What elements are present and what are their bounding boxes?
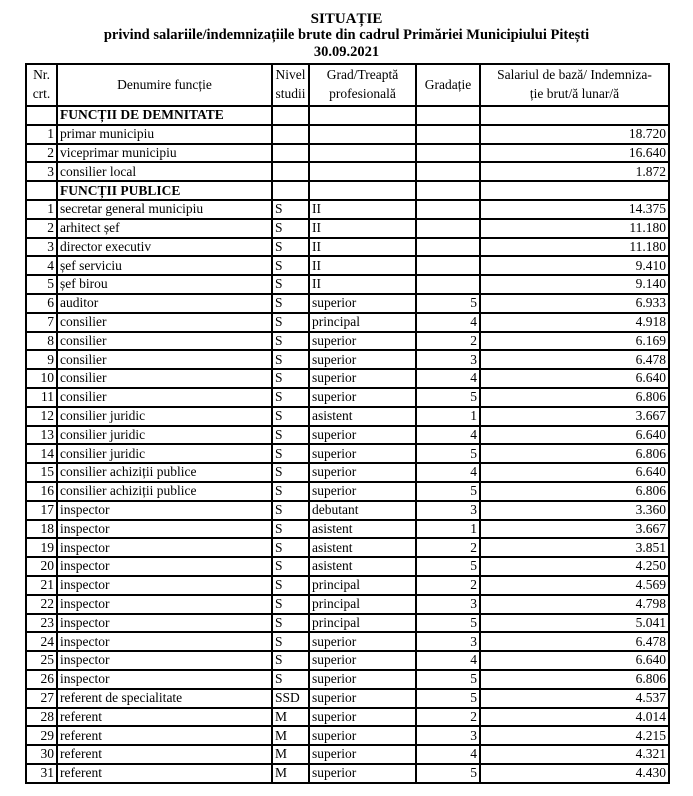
table-body — [26, 106, 669, 783]
row-number-cell: 17 — [26, 501, 57, 520]
salary-cell: 11.180 — [480, 219, 669, 238]
table-row — [26, 144, 669, 163]
function-name-cell: secretar general municipiu — [57, 200, 272, 219]
gradation-cell: 2 — [416, 708, 480, 727]
professional-grade-cell: superior — [309, 482, 416, 501]
gradation-cell: 2 — [416, 576, 480, 595]
salary-cell: 4.014 — [480, 708, 669, 727]
professional-grade-cell: II — [309, 256, 416, 275]
professional-grade-cell: superior — [309, 708, 416, 727]
function-name-cell: consilier — [57, 388, 272, 407]
table-row — [26, 238, 669, 257]
professional-grade-cell: superior — [309, 670, 416, 689]
function-name-cell: auditor — [57, 294, 272, 313]
salary-cell: 6.640 — [480, 463, 669, 482]
education-level-cell: M — [272, 745, 309, 764]
table-row — [26, 426, 669, 445]
function-name-cell: inspector — [57, 670, 272, 689]
salary-cell: 4.798 — [480, 595, 669, 614]
education-level-cell — [272, 162, 309, 181]
professional-grade-cell: principal — [309, 595, 416, 614]
education-level-cell: S — [272, 538, 309, 557]
professional-grade-cell: superior — [309, 726, 416, 745]
salary-cell: 14.375 — [480, 200, 669, 219]
gradation-cell — [416, 144, 480, 163]
salary-cell: 5.041 — [480, 614, 669, 633]
row-number-cell — [26, 181, 57, 200]
salary-cell: 6.806 — [480, 482, 669, 501]
function-name-cell: inspector — [57, 501, 272, 520]
function-name-cell: consilier — [57, 369, 272, 388]
education-level-cell: S — [272, 520, 309, 539]
function-name-cell: consilier juridic — [57, 407, 272, 426]
salary-cell: 4.430 — [480, 764, 669, 783]
salary-cell: 6.806 — [480, 670, 669, 689]
education-level-cell — [272, 144, 309, 163]
professional-grade-cell — [309, 181, 416, 200]
professional-grade-cell — [309, 125, 416, 144]
document-title: SITUAȚIE — [310, 11, 383, 27]
function-name-cell: primar municipiu — [57, 125, 272, 144]
section-row — [26, 181, 669, 200]
function-name-cell: consilier local — [57, 162, 272, 181]
professional-grade-cell: superior — [309, 651, 416, 670]
function-name-cell: inspector — [57, 632, 272, 651]
education-level-cell: M — [272, 764, 309, 783]
row-number-cell: 16 — [26, 482, 57, 501]
col-header-nr: Nr. crt. — [26, 64, 57, 106]
professional-grade-cell: superior — [309, 463, 416, 482]
table-row — [26, 482, 669, 501]
salary-cell: 6.640 — [480, 651, 669, 670]
education-level-cell: S — [272, 369, 309, 388]
function-name-cell: șef serviciu — [57, 256, 272, 275]
table-header-row — [26, 64, 669, 106]
row-number-cell: 29 — [26, 726, 57, 745]
function-name-cell: șef birou — [57, 275, 272, 294]
salary-cell: 9.140 — [480, 275, 669, 294]
gradation-cell — [416, 125, 480, 144]
table-row — [26, 407, 669, 426]
row-number-cell: 3 — [26, 162, 57, 181]
table-row — [26, 444, 669, 463]
professional-grade-cell: II — [309, 238, 416, 257]
row-number-cell: 7 — [26, 313, 57, 332]
col-header-gradatie: Gradație — [416, 64, 480, 106]
col-header-salariu: Salariul de bază/ Indemniza- ție brut/ă lunar/ă — [480, 64, 669, 106]
function-name-cell: inspector — [57, 595, 272, 614]
table-row — [26, 256, 669, 275]
professional-grade-cell: superior — [309, 388, 416, 407]
table-row — [26, 369, 669, 388]
salary-cell: 4.321 — [480, 745, 669, 764]
function-name-cell: arhitect șef — [57, 219, 272, 238]
row-number-cell: 24 — [26, 632, 57, 651]
gradation-cell: 4 — [416, 426, 480, 445]
table-row — [26, 614, 669, 633]
table-row — [26, 219, 669, 238]
row-number-cell: 19 — [26, 538, 57, 557]
gradation-cell: 5 — [416, 444, 480, 463]
function-name-cell: FUNCȚII DE DEMNITATE — [57, 106, 272, 125]
gradation-cell: 4 — [416, 463, 480, 482]
function-name-cell: FUNCȚII PUBLICE — [57, 181, 272, 200]
row-number-cell: 26 — [26, 670, 57, 689]
salary-cell: 6.806 — [480, 444, 669, 463]
row-number-cell: 1 — [26, 200, 57, 219]
professional-grade-cell: asistent — [309, 407, 416, 426]
function-name-cell: referent — [57, 726, 272, 745]
professional-grade-cell: superior — [309, 764, 416, 783]
row-number-cell: 31 — [26, 764, 57, 783]
education-level-cell — [272, 125, 309, 144]
gradation-cell: 4 — [416, 651, 480, 670]
row-number-cell: 2 — [26, 144, 57, 163]
row-number-cell: 4 — [26, 256, 57, 275]
table-row — [26, 689, 669, 708]
function-name-cell: referent — [57, 764, 272, 783]
function-name-cell: director executiv — [57, 238, 272, 257]
education-level-cell: S — [272, 632, 309, 651]
row-number-cell — [26, 106, 57, 125]
salary-cell: 6.478 — [480, 350, 669, 369]
salary-cell: 4.215 — [480, 726, 669, 745]
row-number-cell: 2 — [26, 219, 57, 238]
salary-cell: 6.478 — [480, 632, 669, 651]
education-level-cell — [272, 106, 309, 125]
gradation-cell: 5 — [416, 388, 480, 407]
table-row — [26, 501, 669, 520]
professional-grade-cell: asistent — [309, 538, 416, 557]
table-row — [26, 463, 669, 482]
education-level-cell — [272, 181, 309, 200]
professional-grade-cell: principal — [309, 614, 416, 633]
professional-grade-cell: superior — [309, 332, 416, 351]
table-row — [26, 651, 669, 670]
gradation-cell — [416, 219, 480, 238]
education-level-cell: S — [272, 501, 309, 520]
gradation-cell: 3 — [416, 350, 480, 369]
table-row — [26, 275, 669, 294]
row-number-cell: 3 — [26, 238, 57, 257]
salary-cell: 4.537 — [480, 689, 669, 708]
function-name-cell: consilier — [57, 332, 272, 351]
row-number-cell: 27 — [26, 689, 57, 708]
professional-grade-cell: superior — [309, 444, 416, 463]
table-row — [26, 595, 669, 614]
row-number-cell: 23 — [26, 614, 57, 633]
professional-grade-cell — [309, 162, 416, 181]
education-level-cell: S — [272, 256, 309, 275]
section-row — [26, 106, 669, 125]
function-name-cell: consilier juridic — [57, 426, 272, 445]
salary-cell — [480, 181, 669, 200]
document-subtitle: privind salariile/indemnizațiile brute din cadrul Primăriei Municipiului Pitești — [103, 27, 590, 43]
salary-cell — [480, 106, 669, 125]
gradation-cell — [416, 162, 480, 181]
row-number-cell: 30 — [26, 745, 57, 764]
row-number-cell: 13 — [26, 426, 57, 445]
gradation-cell: 1 — [416, 407, 480, 426]
education-level-cell: S — [272, 388, 309, 407]
table-row — [26, 313, 669, 332]
function-name-cell: inspector — [57, 520, 272, 539]
table-row — [26, 745, 669, 764]
row-number-cell: 25 — [26, 651, 57, 670]
row-number-cell: 11 — [26, 388, 57, 407]
row-number-cell: 8 — [26, 332, 57, 351]
salary-cell: 3.851 — [480, 538, 669, 557]
col-header-grad-treapta: Grad/Treaptă profesională — [309, 64, 416, 106]
professional-grade-cell: asistent — [309, 557, 416, 576]
education-level-cell: S — [272, 238, 309, 257]
education-level-cell: S — [272, 332, 309, 351]
salary-cell: 18.720 — [480, 125, 669, 144]
table-row — [26, 350, 669, 369]
education-level-cell: S — [272, 444, 309, 463]
salary-cell: 6.169 — [480, 332, 669, 351]
salary-cell: 3.360 — [480, 501, 669, 520]
row-number-cell: 18 — [26, 520, 57, 539]
professional-grade-cell: superior — [309, 745, 416, 764]
function-name-cell: consilier achiziții publice — [57, 482, 272, 501]
salary-cell: 4.250 — [480, 557, 669, 576]
salary-cell: 6.933 — [480, 294, 669, 313]
gradation-cell: 5 — [416, 764, 480, 783]
table-row — [26, 162, 669, 181]
education-level-cell: S — [272, 482, 309, 501]
gradation-cell: 3 — [416, 726, 480, 745]
salary-cell: 9.410 — [480, 256, 669, 275]
education-level-cell: S — [272, 200, 309, 219]
education-level-cell: S — [272, 670, 309, 689]
gradation-cell: 5 — [416, 294, 480, 313]
education-level-cell: S — [272, 651, 309, 670]
row-number-cell: 10 — [26, 369, 57, 388]
table-row — [26, 708, 669, 727]
gradation-cell: 2 — [416, 332, 480, 351]
row-number-cell: 1 — [26, 125, 57, 144]
education-level-cell: M — [272, 726, 309, 745]
salary-cell: 4.918 — [480, 313, 669, 332]
table-row — [26, 125, 669, 144]
col-header-nivel-studii: Nivel studii — [272, 64, 309, 106]
gradation-cell: 1 — [416, 520, 480, 539]
education-level-cell: S — [272, 614, 309, 633]
function-name-cell: inspector — [57, 538, 272, 557]
salary-table — [25, 63, 670, 784]
education-level-cell: S — [272, 313, 309, 332]
function-name-cell: inspector — [57, 557, 272, 576]
row-number-cell: 12 — [26, 407, 57, 426]
education-level-cell: S — [272, 595, 309, 614]
professional-grade-cell: superior — [309, 294, 416, 313]
function-name-cell: inspector — [57, 576, 272, 595]
salary-cell: 6.806 — [480, 388, 669, 407]
gradation-cell: 4 — [416, 369, 480, 388]
table-row — [26, 670, 669, 689]
gradation-cell — [416, 238, 480, 257]
table-row — [26, 538, 669, 557]
function-name-cell: referent — [57, 745, 272, 764]
education-level-cell: S — [272, 275, 309, 294]
gradation-cell: 3 — [416, 632, 480, 651]
gradation-cell — [416, 181, 480, 200]
function-name-cell: consilier juridic — [57, 444, 272, 463]
function-name-cell: referent de specialitate — [57, 689, 272, 708]
row-number-cell: 20 — [26, 557, 57, 576]
gradation-cell: 5 — [416, 482, 480, 501]
gradation-cell: 5 — [416, 670, 480, 689]
gradation-cell: 5 — [416, 689, 480, 708]
row-number-cell: 14 — [26, 444, 57, 463]
gradation-cell: 4 — [416, 745, 480, 764]
gradation-cell — [416, 256, 480, 275]
function-name-cell: consilier — [57, 350, 272, 369]
col-header-denumire: Denumire funcție — [57, 64, 272, 106]
professional-grade-cell: superior — [309, 632, 416, 651]
education-level-cell: S — [272, 350, 309, 369]
professional-grade-cell: II — [309, 219, 416, 238]
table-row — [26, 332, 669, 351]
education-level-cell: S — [272, 463, 309, 482]
gradation-cell — [416, 200, 480, 219]
education-level-cell: S — [272, 557, 309, 576]
salary-cell: 6.640 — [480, 426, 669, 445]
education-level-cell: S — [272, 294, 309, 313]
professional-grade-cell — [309, 106, 416, 125]
row-number-cell: 15 — [26, 463, 57, 482]
professional-grade-cell: debutant — [309, 501, 416, 520]
gradation-cell: 5 — [416, 614, 480, 633]
table-row — [26, 576, 669, 595]
salary-cell: 11.180 — [480, 238, 669, 257]
row-number-cell: 6 — [26, 294, 57, 313]
salary-cell: 3.667 — [480, 407, 669, 426]
education-level-cell: M — [272, 708, 309, 727]
professional-grade-cell: asistent — [309, 520, 416, 539]
row-number-cell: 22 — [26, 595, 57, 614]
professional-grade-cell: superior — [309, 426, 416, 445]
salary-cell: 3.667 — [480, 520, 669, 539]
gradation-cell: 3 — [416, 595, 480, 614]
education-level-cell: S — [272, 407, 309, 426]
gradation-cell: 4 — [416, 313, 480, 332]
table-row — [26, 557, 669, 576]
gradation-cell: 3 — [416, 501, 480, 520]
function-name-cell: inspector — [57, 614, 272, 633]
professional-grade-cell: principal — [309, 313, 416, 332]
table-row — [26, 764, 669, 783]
education-level-cell: S — [272, 576, 309, 595]
professional-grade-cell — [309, 144, 416, 163]
table-row — [26, 294, 669, 313]
professional-grade-cell: superior — [309, 369, 416, 388]
row-number-cell: 9 — [26, 350, 57, 369]
professional-grade-cell: superior — [309, 689, 416, 708]
gradation-cell: 2 — [416, 538, 480, 557]
gradation-cell — [416, 106, 480, 125]
table-row — [26, 726, 669, 745]
education-level-cell: S — [272, 426, 309, 445]
document-header — [0, 0, 693, 60]
table-row — [26, 200, 669, 219]
function-name-cell: inspector — [57, 651, 272, 670]
salary-cell: 1.872 — [480, 162, 669, 181]
table-row — [26, 520, 669, 539]
function-name-cell: referent — [57, 708, 272, 727]
row-number-cell: 5 — [26, 275, 57, 294]
professional-grade-cell: superior — [309, 350, 416, 369]
professional-grade-cell: principal — [309, 576, 416, 595]
salary-cell: 6.640 — [480, 369, 669, 388]
gradation-cell — [416, 275, 480, 294]
salary-cell: 16.640 — [480, 144, 669, 163]
professional-grade-cell: II — [309, 200, 416, 219]
table-row — [26, 388, 669, 407]
education-level-cell: SSD — [272, 689, 309, 708]
row-number-cell: 21 — [26, 576, 57, 595]
document-date: 30.09.2021 — [313, 44, 380, 60]
education-level-cell: S — [272, 219, 309, 238]
gradation-cell: 5 — [416, 557, 480, 576]
function-name-cell: consilier — [57, 313, 272, 332]
function-name-cell: consilier achiziții publice — [57, 463, 272, 482]
row-number-cell: 28 — [26, 708, 57, 727]
salary-cell: 4.569 — [480, 576, 669, 595]
professional-grade-cell: II — [309, 275, 416, 294]
function-name-cell: viceprimar municipiu — [57, 144, 272, 163]
table-row — [26, 632, 669, 651]
